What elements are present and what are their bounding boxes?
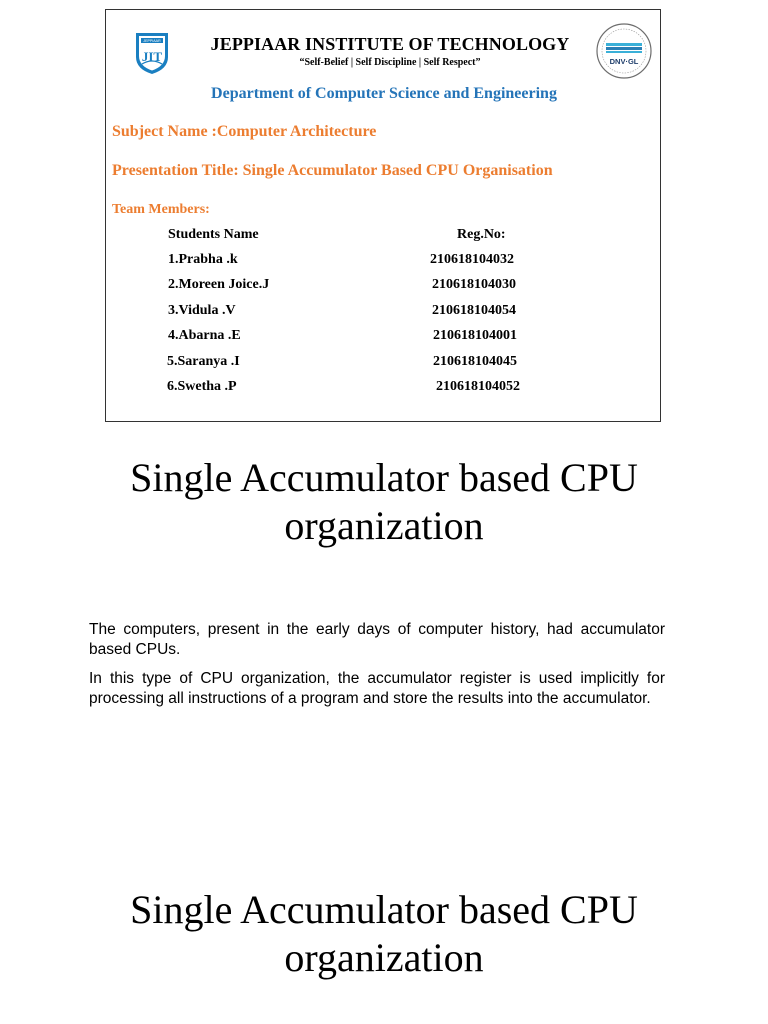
member-name: 4.Abarna .E	[168, 328, 241, 343]
slide-title-line2: organization	[284, 935, 484, 980]
slide-title	[0, 454, 768, 550]
team-members-label: Team Members:	[112, 202, 210, 217]
member-reg: 210618104052	[436, 379, 520, 394]
subject-name: Subject Name :Computer Architecture	[112, 123, 377, 140]
certification-seal-label: DNV·GL	[609, 57, 639, 66]
member-name: 2.Moreen Joice.J	[168, 277, 270, 292]
institute-motto: “Self-Belief | Self Discipline | Self Respect”	[299, 57, 481, 68]
title-slide	[105, 9, 661, 422]
students-name-header: Students Name	[168, 227, 259, 242]
certification-seal-icon	[595, 22, 653, 80]
college-logo-label: JEPPIAAR	[143, 39, 161, 43]
slide-title-line1: Single Accumulator based CPU	[130, 887, 638, 932]
member-name: 6.Swetha .P	[167, 379, 237, 394]
member-reg: 210618104045	[433, 354, 517, 369]
member-name: 3.Vidula .V	[168, 303, 236, 318]
member-reg: 210618104054	[432, 303, 516, 318]
presentation-title: Presentation Title: Single Accumulator Based CPU Organisation	[112, 162, 553, 179]
member-reg: 210618104001	[433, 328, 517, 343]
member-reg: 210618104032	[430, 252, 514, 267]
slide-title-line2: organization	[284, 503, 484, 548]
slide-title-line1: Single Accumulator based CPU	[130, 455, 638, 500]
member-name: 5.Saranya .I	[167, 354, 240, 369]
paragraph-intro: The computers, present in the early days of computer history, had accumulator based CPUs.	[89, 621, 665, 658]
paragraph-detail: In this type of CPU organization, the accumulator register is used implicitly for processing all instructions of a program and store the results into the accumulator.	[89, 670, 665, 707]
slide-title	[0, 886, 768, 982]
reg-no-header: Reg.No:	[457, 227, 506, 242]
member-name: 1.Prabha .k	[168, 252, 238, 267]
institute-name: JEPPIAAR INSTITUTE OF TECHNOLOGY	[210, 34, 570, 54]
department-heading: Department of Computer Science and Engineering	[211, 85, 557, 102]
member-reg: 210618104030	[432, 277, 516, 292]
college-logo-mark: JIT	[141, 49, 163, 64]
